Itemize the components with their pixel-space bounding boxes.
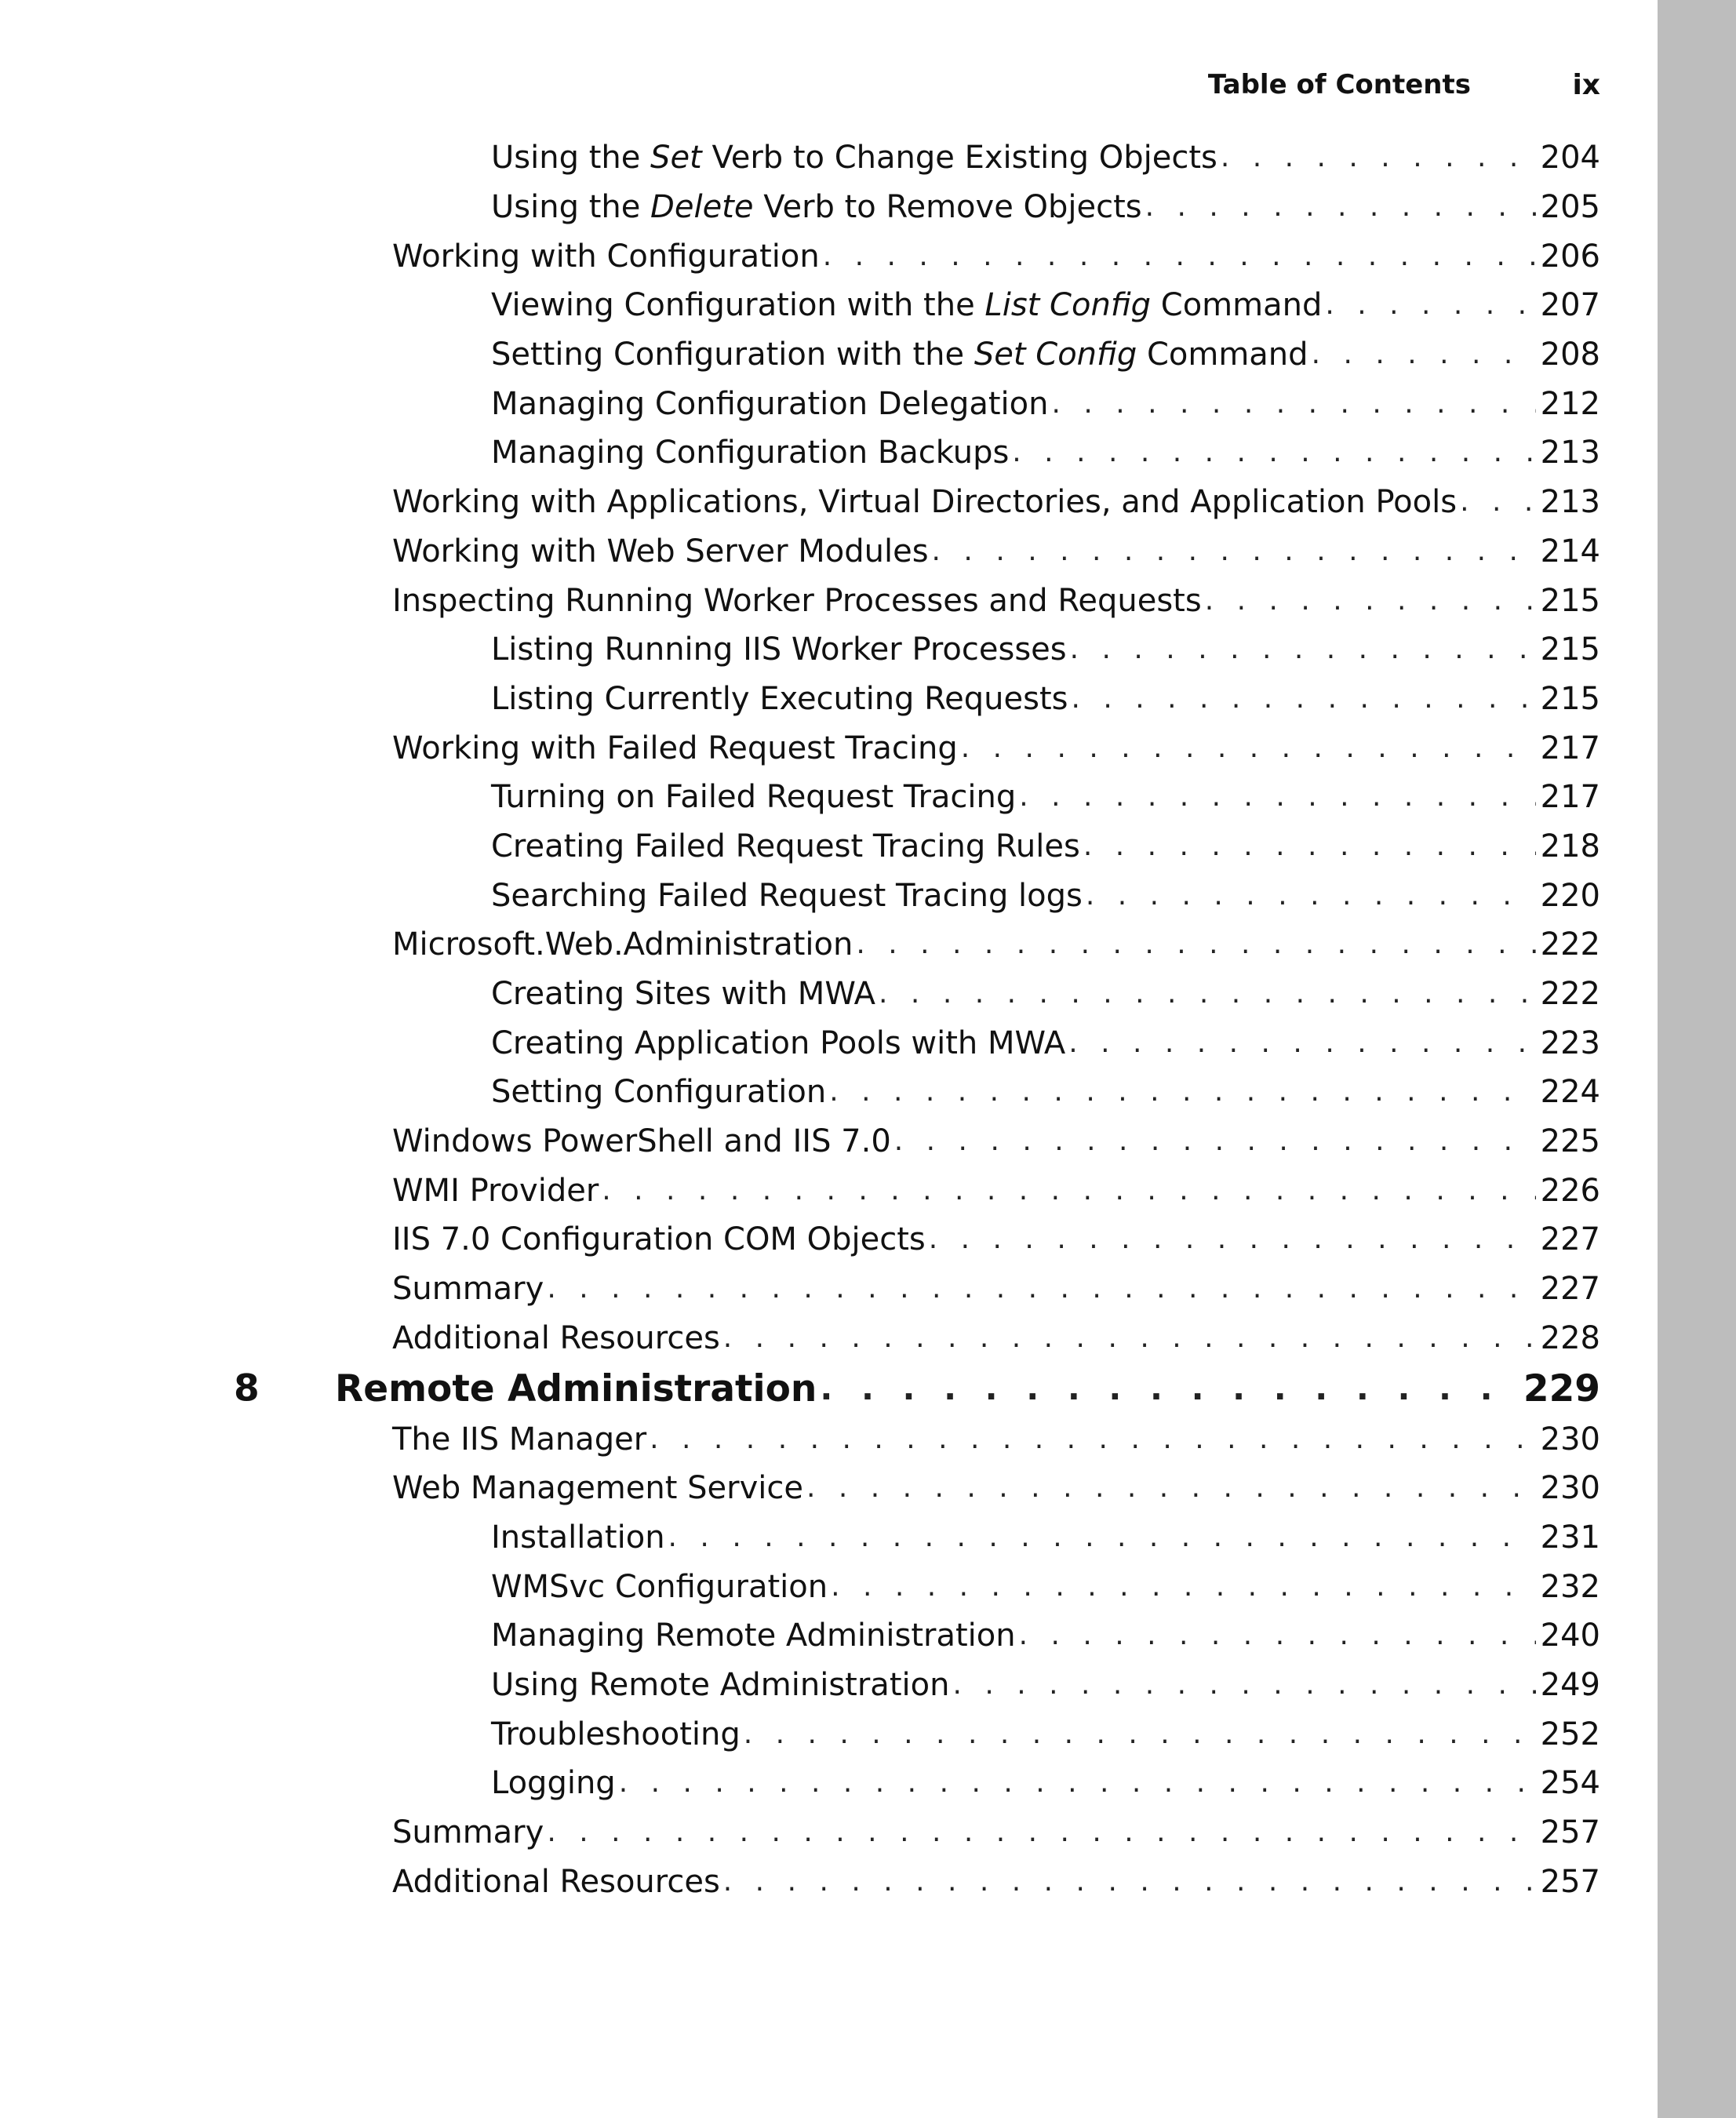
toc-entry-title <box>392 1172 599 1209</box>
toc-entry-title-part: Turning on Failed Request Tracing <box>491 779 1017 816</box>
dot-leader <box>723 1324 1536 1352</box>
toc-entry-title-part: Summary <box>392 1814 544 1851</box>
toc-entry-title-part: Listing Running IIS Worker Processes <box>491 631 1067 668</box>
toc-entry-title-part: Additional Resources <box>392 1319 720 1356</box>
toc-entry-title-part: Delete <box>650 189 754 226</box>
toc-entry[interactable] <box>0 1709 1600 1759</box>
toc-entry[interactable] <box>0 231 1600 281</box>
toc-entry-title <box>392 926 853 963</box>
dot-leader <box>1325 291 1535 319</box>
toc-entry-page-number: 227 <box>1540 1221 1600 1258</box>
toc-entry-title <box>491 779 1017 816</box>
dot-leader <box>894 1127 1536 1155</box>
dot-leader <box>820 1372 1519 1405</box>
toc-entry-title-part: Setting Configuration with the <box>491 337 974 373</box>
dot-leader <box>879 980 1536 1008</box>
toc-entry-page-number: 217 <box>1540 730 1600 766</box>
toc-entry[interactable] <box>0 822 1600 872</box>
dot-leader <box>744 1720 1536 1749</box>
toc-entry-page-number: 213 <box>1540 484 1600 521</box>
toc-entry-page-number: 226 <box>1540 1172 1600 1209</box>
toc-entry[interactable] <box>0 1857 1600 1906</box>
toc-entry[interactable] <box>0 970 1600 1019</box>
toc-entry-title-part: Working with Configuration <box>392 238 820 275</box>
toc-entry[interactable] <box>0 1611 1600 1661</box>
toc-entry-page-number: 229 <box>1523 1367 1600 1410</box>
dot-leader <box>1068 1029 1535 1057</box>
toc-entry-title-part: Listing Currently Executing Requests <box>491 680 1068 717</box>
toc-entry-title-part: Troubleshooting <box>491 1716 741 1752</box>
toc-entry[interactable] <box>0 1265 1600 1314</box>
toc-entry-title-part: Web Management Service <box>392 1470 803 1507</box>
toc-entry-title-part: Summary <box>392 1271 544 1308</box>
toc-entry-title <box>491 828 1080 864</box>
dot-leader <box>823 242 1536 271</box>
toc-entry-page-number: 254 <box>1540 1765 1600 1802</box>
page-edge-band <box>1658 0 1736 2118</box>
toc-entry-page-number: 228 <box>1540 1319 1600 1356</box>
toc-entry-page-number: 205 <box>1540 189 1600 226</box>
toc-entry-title <box>491 337 1308 373</box>
toc-entry-page-number: 215 <box>1540 680 1600 717</box>
chapter-number: 8 <box>234 1367 260 1410</box>
dot-leader <box>1145 193 1536 221</box>
toc-entry-title-part: Additional Resources <box>392 1863 720 1900</box>
toc-entry-title <box>491 680 1068 717</box>
dot-leader <box>1460 488 1536 516</box>
toc-entry[interactable] <box>0 871 1600 920</box>
toc-entry[interactable] <box>0 183 1600 232</box>
toc-entry-title-part: Creating Application Pools with MWA <box>491 1024 1066 1061</box>
dot-leader <box>723 1868 1536 1896</box>
toc-entry-title-part: Installation <box>491 1519 665 1556</box>
toc-entry[interactable] <box>0 527 1600 577</box>
toc-entry-title <box>392 1319 720 1356</box>
toc-entry-title <box>392 533 929 570</box>
toc-entry-page-number: 213 <box>1540 435 1600 471</box>
toc-entry-title-part: Working with Applications, Virtual Directories, and Application Pools <box>392 484 1458 521</box>
toc-entry[interactable] <box>0 428 1600 478</box>
dot-leader <box>602 1177 1535 1205</box>
toc-entry-page-number: 227 <box>1540 1271 1600 1308</box>
toc-entry-title-part: Using the <box>491 189 651 226</box>
toc-entry-title <box>491 385 1049 422</box>
toc-entry-title <box>491 435 1010 471</box>
toc-entry[interactable] <box>0 1661 1600 1710</box>
toc-entry-page-number: 230 <box>1540 1421 1600 1457</box>
running-header-title: Table of Contents <box>1207 69 1471 100</box>
toc-entry-title <box>491 1519 665 1556</box>
toc-entry-title <box>392 1221 926 1258</box>
dot-leader <box>856 930 1535 959</box>
dot-leader <box>831 1573 1536 1601</box>
running-header-page-number: ix <box>1572 69 1600 101</box>
dot-leader <box>1083 832 1536 861</box>
toc-entry[interactable] <box>0 133 1600 183</box>
toc-entry-page-number: 217 <box>1540 779 1600 816</box>
toc-entry-title-part: Working with Failed Request Tracing <box>392 730 958 766</box>
toc-entry[interactable] <box>0 625 1600 675</box>
toc-entry-page-number: 249 <box>1540 1666 1600 1703</box>
dot-leader <box>668 1523 1536 1552</box>
toc-entry[interactable] <box>0 1562 1600 1611</box>
toc-entry-page-number: 212 <box>1540 385 1600 422</box>
dot-leader <box>1312 340 1536 369</box>
toc-entry[interactable] <box>0 1513 1600 1563</box>
toc-entry-page-number: 230 <box>1540 1470 1600 1507</box>
table-of-contents <box>0 133 1600 1906</box>
toc-entry-page-number: 218 <box>1540 828 1600 864</box>
toc-entry-page-number: 204 <box>1540 140 1600 176</box>
toc-entry[interactable] <box>0 1166 1600 1215</box>
toc-entry[interactable] <box>0 1808 1600 1858</box>
toc-entry-title-part: Windows PowerShell and IIS 7.0 <box>392 1123 891 1160</box>
toc-entry[interactable] <box>0 920 1600 970</box>
toc-entry-page-number: 257 <box>1540 1863 1600 1900</box>
toc-entry-page-number: 223 <box>1540 1024 1600 1061</box>
toc-entry-title <box>491 976 876 1013</box>
toc-entry-title-part: Verb to Change Existing Objects <box>701 140 1217 176</box>
toc-entry-page-number: 206 <box>1540 238 1600 275</box>
dot-leader <box>806 1474 1536 1502</box>
toc-entry[interactable] <box>0 576 1600 625</box>
toc-entry[interactable] <box>0 1215 1600 1265</box>
toc-entry-title <box>335 1367 817 1410</box>
dot-leader <box>619 1769 1536 1797</box>
toc-entry[interactable] <box>0 1759 1600 1808</box>
toc-entry-title-part: Setting Configuration <box>491 1074 827 1111</box>
toc-chapter-entry[interactable] <box>0 1363 1600 1414</box>
toc-entry-page-number: 207 <box>1540 287 1600 324</box>
toc-entry-title-part: IIS 7.0 Configuration COM Objects <box>392 1221 926 1258</box>
toc-entry-title <box>491 140 1217 176</box>
dot-leader <box>547 1818 1535 1847</box>
dot-leader <box>961 734 1536 762</box>
toc-entry[interactable] <box>0 1117 1600 1166</box>
toc-entry-title-part: Creating Sites with MWA <box>491 976 876 1013</box>
toc-entry-title-part: Microsoft.Web.Administration <box>392 926 853 963</box>
toc-entry-title <box>392 1123 891 1160</box>
toc-entry-title-part: Inspecting Running Worker Processes and Requests <box>392 582 1202 619</box>
toc-entry-title-part: Managing Remote Administration <box>491 1618 1016 1654</box>
toc-entry-title-part: Managing Configuration Delegation <box>491 385 1049 422</box>
toc-entry-page-number: 232 <box>1540 1568 1600 1605</box>
dot-leader <box>1019 1621 1536 1650</box>
toc-entry-page-number: 257 <box>1540 1814 1600 1851</box>
toc-entry-title-part: Managing Configuration Backups <box>491 435 1010 471</box>
toc-entry-title <box>392 1814 544 1851</box>
dot-leader <box>1205 587 1536 615</box>
toc-entry[interactable] <box>0 1018 1600 1068</box>
toc-entry-title-part: Working with Web Server Modules <box>392 533 929 570</box>
toc-entry[interactable] <box>0 1414 1600 1464</box>
toc-entry-title <box>491 189 1142 226</box>
toc-entry-title <box>392 730 958 766</box>
toc-entry[interactable] <box>0 478 1600 527</box>
toc-entry-title-part: List Config <box>984 287 1152 324</box>
running-header <box>0 69 1600 108</box>
toc-entry-title <box>392 1470 803 1507</box>
toc-entry[interactable] <box>0 773 1600 822</box>
toc-entry-title-part: Set <box>650 140 702 176</box>
toc-entry[interactable] <box>0 1068 1600 1117</box>
dot-leader <box>929 1225 1536 1254</box>
toc-entry[interactable] <box>0 675 1600 724</box>
toc-entry-title-part: Creating Failed Request Tracing Rules <box>491 828 1080 864</box>
dot-leader <box>829 1078 1535 1106</box>
toc-entry-title <box>392 582 1202 619</box>
toc-entry-title <box>491 1666 950 1703</box>
dot-leader <box>932 537 1536 566</box>
toc-entry-title-part: The IIS Manager <box>392 1421 647 1457</box>
toc-entry-title-part: Using Remote Administration <box>491 1666 950 1703</box>
dot-leader <box>1052 390 1536 418</box>
toc-entry-title <box>491 1716 741 1752</box>
toc-entry-title <box>491 1024 1066 1061</box>
toc-entry-title-part: Using the <box>491 140 651 176</box>
toc-entry-page-number: 208 <box>1540 337 1600 373</box>
toc-entry-title <box>491 1074 827 1111</box>
toc-entry-title <box>491 877 1083 914</box>
toc-entry-title <box>392 484 1458 521</box>
toc-entry-page-number: 222 <box>1540 976 1600 1013</box>
toc-entry-title-part: Searching Failed Request Tracing logs <box>491 877 1083 914</box>
toc-entry-page-number: 222 <box>1540 926 1600 963</box>
toc-entry-title <box>491 1765 616 1802</box>
toc-entry[interactable] <box>0 281 1600 330</box>
toc-entry-title-part: Viewing Configuration with the <box>491 287 985 324</box>
toc-entry-page-number: 240 <box>1540 1618 1600 1654</box>
toc-entry[interactable] <box>0 1464 1600 1513</box>
toc-entry[interactable] <box>0 723 1600 773</box>
toc-entry-title <box>491 1568 828 1605</box>
toc-entry-title-part: WMI Provider <box>392 1172 599 1209</box>
toc-entry-title-part: Remote Administration <box>335 1367 817 1410</box>
dot-leader <box>1071 685 1535 713</box>
toc-entry-page-number: 225 <box>1540 1123 1600 1160</box>
dot-leader <box>650 1425 1536 1454</box>
dot-leader <box>547 1275 1535 1303</box>
dot-leader <box>1221 144 1536 172</box>
toc-entry-page-number: 224 <box>1540 1074 1600 1111</box>
toc-entry[interactable] <box>0 330 1600 380</box>
toc-entry-title <box>491 1618 1016 1654</box>
toc-entry-page-number: 215 <box>1540 582 1600 619</box>
toc-entry[interactable] <box>0 1314 1600 1363</box>
toc-entry-title <box>392 1271 544 1308</box>
toc-entry-title-part: Logging <box>491 1765 616 1802</box>
toc-entry-page-number: 215 <box>1540 631 1600 668</box>
toc-entry-title-part: Verb to Remove Objects <box>753 189 1142 226</box>
dot-leader <box>1019 783 1535 811</box>
toc-entry-title <box>392 1863 720 1900</box>
toc-entry-title-part: Command <box>1137 337 1308 373</box>
toc-entry-title-part: WMSvc Configuration <box>491 1568 828 1605</box>
toc-entry-title <box>392 238 820 275</box>
toc-entry-title-part: Command <box>1151 287 1323 324</box>
toc-entry-title-part: Set Config <box>974 337 1137 373</box>
toc-entry-title <box>491 631 1067 668</box>
toc-entry[interactable] <box>0 379 1600 428</box>
toc-entry-page-number: 214 <box>1540 533 1600 570</box>
dot-leader <box>1070 635 1536 664</box>
dot-leader <box>952 1671 1535 1699</box>
dot-leader <box>1086 882 1536 910</box>
toc-entry-title <box>392 1421 647 1457</box>
toc-entry-page-number: 220 <box>1540 877 1600 914</box>
dot-leader <box>1012 439 1535 467</box>
toc-entry-title <box>491 287 1323 324</box>
toc-entry-page-number: 231 <box>1540 1519 1600 1556</box>
toc-entry-page-number: 252 <box>1540 1716 1600 1752</box>
